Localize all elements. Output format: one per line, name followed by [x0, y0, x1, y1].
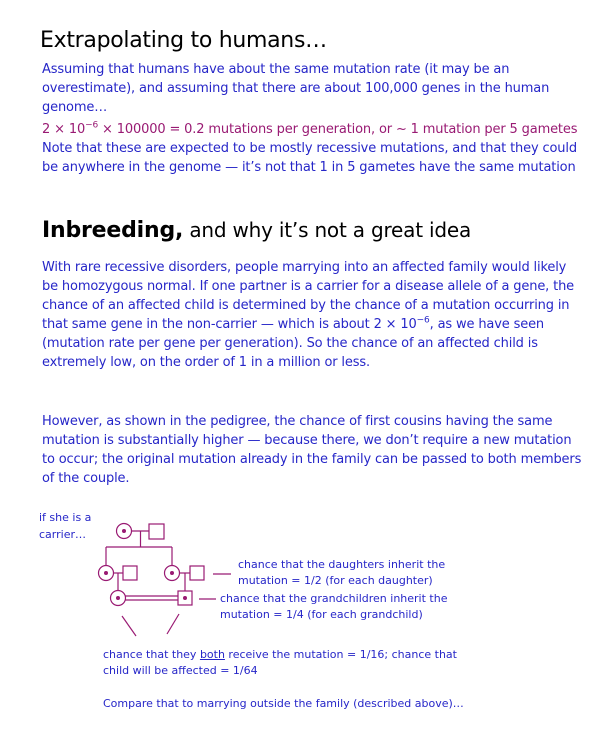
grandfather-symbol — [149, 524, 164, 539]
son-in-law-2-symbol — [190, 566, 204, 580]
recessive-note: Note that these are expected to be mostly recessive mutations, and that they could be anywhere in the genome — it’s not that 1 in 5 gametes have the same mutation — [42, 141, 577, 175]
compare-note: Compare that to marrying outside the family (described above)… — [103, 697, 464, 710]
daughters-note-line-2: mutation = 1/2 (for each daughter) — [238, 574, 433, 587]
affected-child-note: child will be affected = 1/64 — [103, 664, 258, 677]
cousins-paragraph: However, as shown in the pedigree, the chance of first cousins having the same mutation is substantially higher — because there, we don’t require a new mutation to occur; the original mutation already in the family can be passed to both members of the couple. — [42, 414, 582, 486]
intro-paragraph: Assuming that humans have about the same mutation rate (it may be an overestimate), and assuming that there are about 100,000 genes in the human genome… — [42, 62, 550, 115]
carrier-note-line-1: if she is a — [39, 511, 92, 524]
mutation-formula: $2 \times 10^{-6} \times 100000 = 0.2$ mutations per generation, or ~ 1 mutation per 5 gametes — [42, 120, 578, 137]
carrier-dot — [183, 596, 187, 600]
carrier-note-line-2: carrier… — [39, 528, 86, 541]
section-heading-inbreeding: Inbreeding, and why it’s not a great idea — [42, 218, 472, 243]
both-receive-note: chance that they both receive the mutation = 1/16; chance that — [103, 648, 457, 661]
section-heading-extrapolating: Extrapolating to humans… — [40, 28, 327, 53]
grandchildren-note-line-2: mutation = 1/4 (for each grandchild) — [220, 608, 423, 621]
son-in-law-1-symbol — [123, 566, 137, 580]
carrier-dot — [104, 571, 108, 575]
carrier-dot — [170, 571, 174, 575]
carrier-dot — [116, 596, 120, 600]
inbreeding-paragraph: With rare recessive disorders, people marrying into an affected family would likely be homozygous normal. If one partner is a carrier for a disease allele of a gene, the chance of an affected child is determined by the chance of a mutation occurring in that same gene in the non-carrier — which is about $2 \times 10^{-6}$, as we have seen (mutation rate per gene per generation). So the chance of an affected child is extremely low, on the order of 1 in a million or less. — [42, 260, 575, 370]
carrier-dot — [122, 529, 126, 533]
daughters-note-line-1: chance that the daughters inherit the — [238, 558, 446, 571]
grandchildren-note-line-1: chance that the grandchildren inherit the — [220, 592, 448, 605]
